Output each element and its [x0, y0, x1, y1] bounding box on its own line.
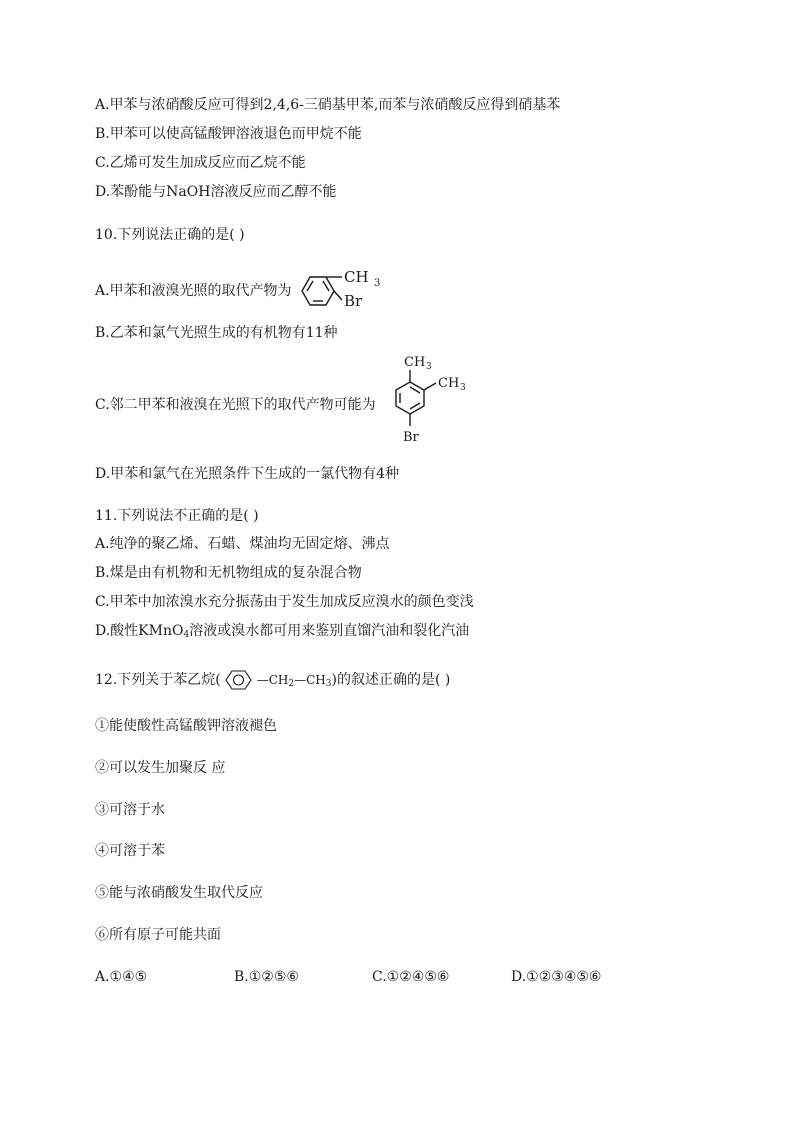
- bromotoluene-structure: [296, 262, 396, 318]
- benzene-ring-icon: [222, 668, 256, 692]
- q9-option-c: C.乙烯可发生加成反应而乙烷不能: [95, 155, 306, 171]
- q9-option-d: D.苯酚能与NaOH溶液反应而乙醇不能: [95, 184, 337, 200]
- q10-stem: 10.下列说法正确的是( ): [95, 227, 245, 243]
- structure-c-top-subscript: 3: [426, 362, 432, 372]
- q12-stem-prefix: 12.下列关于苯乙烷(: [95, 672, 221, 688]
- q12-item-6: ⑥所有原子可能共面: [95, 927, 221, 943]
- structure-c-top-label: CH: [404, 355, 426, 370]
- q12-item-3: ③可溶于水: [95, 802, 165, 818]
- q11-option-d: [95, 622, 469, 640]
- q11-option-d-prefix: D.酸性KMnO: [95, 623, 184, 639]
- q9-option-b: B.甲苯可以使高锰酸钾溶液退色而甲烷不能: [95, 126, 362, 142]
- structure-a-right-label: Br: [344, 292, 363, 310]
- structure-c-bottom-label: Br: [403, 430, 419, 445]
- q12-item-4: ④可溶于苯: [95, 843, 165, 859]
- q12-item-5: ⑤能与浓硝酸发生取代反应: [95, 885, 263, 901]
- q12-item-2: ②可以发生加聚反 应: [95, 760, 226, 776]
- q12-formula-ch2: $—CH_2$: [256, 673, 295, 689]
- q12-option-c: C.①②④⑤⑥: [372, 969, 450, 985]
- structure-c-right-subscript: 3: [460, 383, 466, 393]
- q11-option-b: B.煤是由有机物和无机物组成的复杂混合物: [95, 565, 362, 581]
- q12-stem-suffix: )的叙述正确的是( ): [331, 672, 451, 688]
- bromo-xylene-structure: [388, 350, 478, 456]
- q9-option-a: A.甲苯与浓硝酸反应可得到2,4,6-三硝基甲苯,而苯与浓硝酸反应得到硝基苯: [95, 97, 561, 113]
- q10-option-c: C.邻二甲苯和液溴在光照下的取代产物可能为: [95, 397, 376, 413]
- q11-option-d-suffix: 溶液或溴水都可用来鉴别直馏汽油和裂化汽油: [189, 623, 470, 639]
- q11-option-d-subscript: 4: [183, 630, 190, 640]
- q12-item-1: ①能使酸性高锰酸钾溶液褪色: [95, 718, 277, 734]
- q10-option-b: B.乙苯和氯气光照生成的有机物有11种: [95, 325, 338, 341]
- q11-stem: 11.下列说法不正确的是( ): [95, 508, 259, 524]
- q12-option-d: D.①②③④⑤⑥: [511, 969, 602, 985]
- q11-option-a: A.纯净的聚乙烯、石蜡、煤油均无固定熔、沸点: [95, 536, 390, 552]
- structure-c-right-label: CH: [438, 376, 460, 391]
- q10-option-d: D.甲苯和氯气在光照条件下生成的一氯代物有4种: [95, 466, 400, 482]
- q12-option-a: A.①④⑤: [95, 969, 148, 985]
- q12-stem: [95, 668, 450, 692]
- q12-formula-ch3: $—CH_3$: [294, 673, 332, 689]
- q10-option-a: A.甲苯和液溴光照的取代产物为: [95, 283, 292, 299]
- q11-option-c: C.甲苯中加浓溴水充分振荡由于发生加成反应溴水的颜色变浅: [95, 594, 474, 610]
- q12-option-b: B.①②⑤⑥: [234, 969, 299, 985]
- structure-a-top-label: CH: [344, 268, 369, 286]
- structure-a-top-subscript: 3: [374, 278, 381, 289]
